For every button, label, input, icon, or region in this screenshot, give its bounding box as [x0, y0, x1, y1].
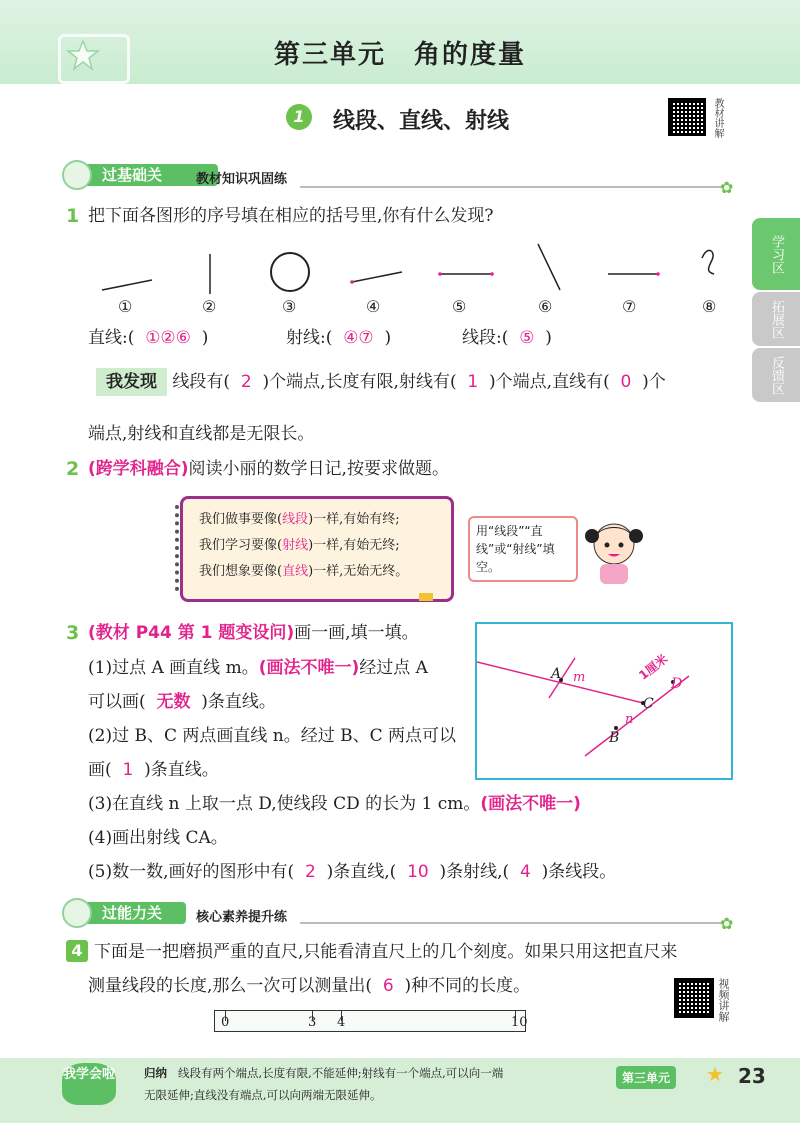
q3-part5: (5)数一数,画好的图形中有( 2 )条直线,( 10 )条射线,( 4 )条线段。 — [88, 862, 617, 882]
point-d-label: D — [671, 676, 683, 692]
point-a-label: A — [551, 666, 562, 682]
q3-part1-a: (1)过点 A 画直线 m。(画法不唯一)经过点 A — [88, 658, 428, 678]
line-answer: ①②⑥ — [145, 328, 191, 348]
section-ability-title: 过能力关 — [68, 902, 186, 924]
qr-caption: 教材讲解 — [712, 98, 723, 138]
qr-code-icon[interactable] — [674, 978, 714, 1018]
lesson-title: 线段、直线、射线 — [333, 109, 510, 134]
question-number: 3 — [66, 622, 80, 644]
section-divider — [300, 922, 722, 924]
section-mascot-icon — [62, 160, 92, 190]
ruler-tick-label: 0 — [221, 1015, 230, 1030]
question-text: 把下面各图形的序号填在相应的括号里,你有什么发现? — [88, 206, 494, 226]
one-cm-label: 1厘米 — [636, 651, 671, 683]
textbook-tag: (教材 P44 第 1 题变设问) — [88, 623, 295, 643]
tab-extend[interactable]: 拓展区 — [752, 292, 800, 346]
section-basic-subtitle: 教材知识巩固练 — [196, 172, 288, 187]
point-c-label: C — [643, 696, 654, 712]
flower-icon: ✿ — [720, 914, 734, 933]
ruler-tick-label: 4 — [337, 1015, 346, 1030]
summary-label: 归纳 — [144, 1066, 167, 1080]
question-text: 下面是一把磨损严重的直尺,只能看清直尺上的几个刻度。如果只用这把直尺来 — [94, 942, 678, 962]
qr-caption: 视频讲解 — [717, 978, 730, 1022]
line-n-label: n — [625, 712, 634, 727]
geometry-figure — [475, 622, 733, 780]
flower-icon: ✿ — [720, 178, 734, 197]
point-b-label: B — [609, 730, 620, 746]
bookmark-icon — [419, 593, 433, 601]
shape-1-line — [102, 280, 152, 290]
summary-line-1: 归纳 线段有两个端点,长度有限,不能延伸;射线有一个端点,可以向一端 — [144, 1066, 504, 1080]
ruler-tick-label: 3 — [308, 1015, 317, 1030]
discovery-row: 我发现 线段有( 2 )个端点,长度有限,射线有( 1 )个端点,直线有( 0 )个 — [96, 372, 666, 392]
diary-line-3: 我们想象要像(直线)一样,无始无终。 — [199, 564, 409, 579]
shape-3-circle — [271, 253, 309, 291]
interdisciplinary-tag: (跨学科融合) — [88, 459, 189, 479]
unit-label: 第三单元 — [616, 1066, 676, 1089]
unit-title: 第三单元 角的度量 — [273, 40, 526, 70]
q3-part4: (4)画出射线 CA。 — [88, 828, 228, 848]
broken-ruler — [214, 1010, 526, 1032]
question-text: (教材 P44 第 1 题变设问)画一画,填一填。 — [88, 623, 419, 643]
tab-study[interactable]: 学习区 — [752, 218, 800, 290]
question-number: 1 — [66, 205, 80, 227]
question-text-2: 测量线段的长度,那么一次可以测量出( 6 )种不同的长度。 — [88, 976, 531, 996]
question-text: (跨学科融合)阅读小丽的数学日记,按要求做题。 — [88, 459, 449, 479]
ray-answer-row: 射线:( ④⑦ ) — [286, 328, 392, 348]
diary-line-1: 我们做事要像(线段)一样,有始有终; — [199, 512, 400, 527]
ray-answer: ④⑦ — [343, 328, 374, 348]
tab-feedback[interactable]: 反馈区 — [752, 348, 800, 402]
lesson-number-badge: 1 — [286, 104, 312, 130]
q3-part2-a: (2)过 B、C 两点画直线 n。经过 B、C 两点可以 — [88, 726, 457, 746]
section-basic-title: 过基础关 — [68, 164, 218, 186]
section-mascot-icon — [62, 898, 92, 928]
ruler-tick-label: 10 — [511, 1015, 528, 1030]
diary-line-2: 我们学习要像(射线)一样,有始无终; — [199, 538, 400, 553]
question-number: 2 — [66, 458, 80, 480]
question-number: 4 — [66, 940, 88, 962]
segment-answer-row: 线段:( ⑤ ) — [462, 328, 552, 348]
q3-part3: (3)在直线 n 上取一点 D,使线段 CD 的长为 1 cm。(画法不唯一) — [88, 794, 581, 814]
page-number: 23 — [738, 1064, 766, 1088]
shape-8-curve — [702, 250, 714, 274]
discover-label: 我发现 — [96, 368, 167, 396]
q3-part2-b: 画( 1 )条直线。 — [88, 760, 219, 780]
summary-line-2: 无限延伸;直线没有端点,可以向两端无限延伸。 — [144, 1088, 382, 1102]
shape-6-line — [538, 244, 560, 290]
q3-part1-b: 可以画( 无数 )条直线。 — [88, 692, 276, 712]
line-answer-row: 直线:( ①②⑥ ) — [88, 328, 209, 348]
qr-code-icon[interactable] — [668, 98, 706, 136]
girl-avatar-icon — [584, 514, 644, 586]
segment-answer: ⑤ — [519, 328, 535, 348]
speech-bubble: 用“线段”“直线”或“射线”填空。 — [468, 516, 578, 582]
diary-card — [180, 496, 454, 602]
section-ability-subtitle: 核心素养提升练 — [196, 910, 288, 925]
star-icon: ★ — [706, 1062, 724, 1086]
shapes-figure — [90, 238, 730, 298]
section-divider — [300, 186, 722, 188]
shape-labels: ① ② ③ ④ ⑤ ⑥ ⑦ ⑧ — [118, 297, 717, 316]
discovery-row-2: 端点,射线和直线都是无限长。 — [88, 424, 315, 444]
shape-4-ray — [352, 272, 402, 282]
learned-badge: 我学会啦 — [62, 1063, 116, 1105]
line-m-label: m — [573, 670, 586, 685]
